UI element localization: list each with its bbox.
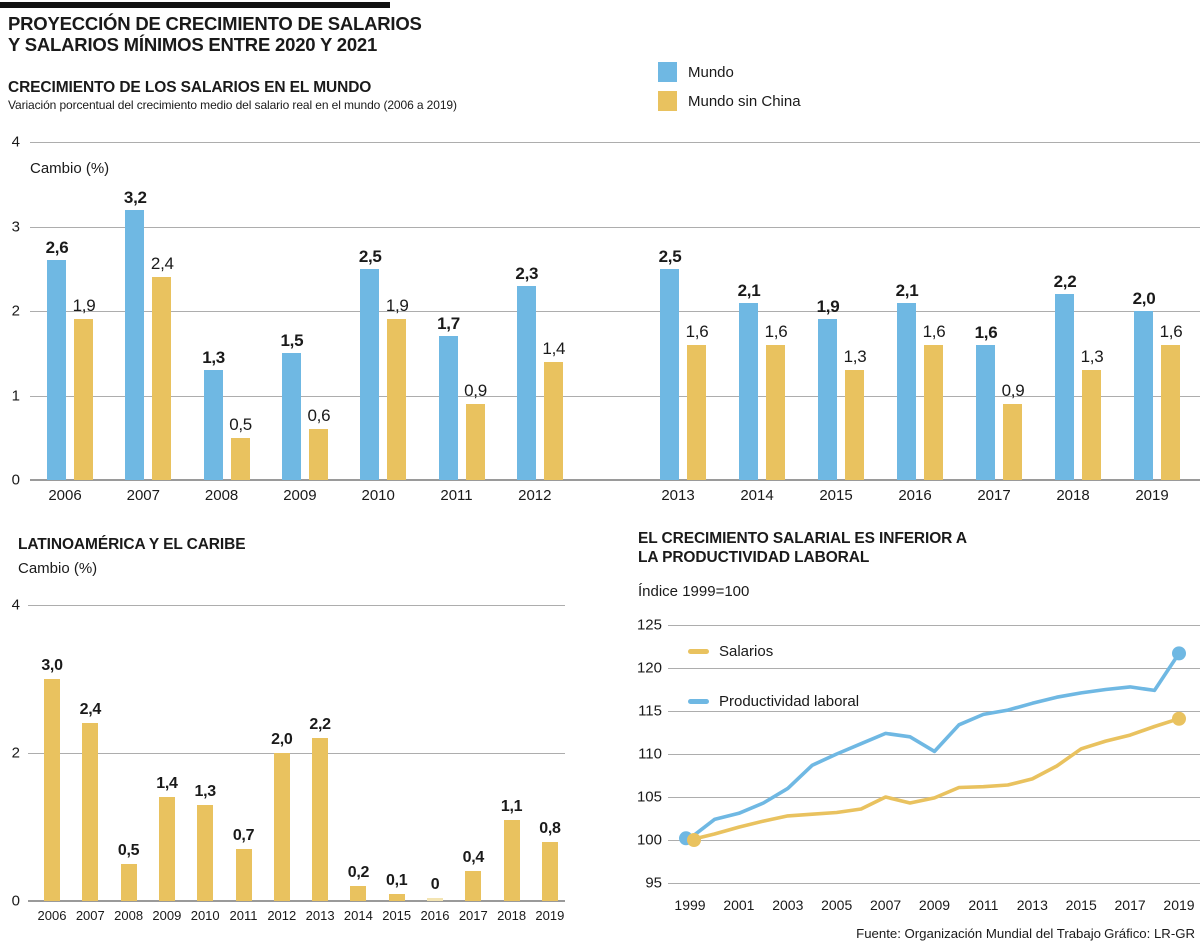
x-axis-tick-label: 2017: [977, 487, 1011, 504]
legend-item-productividad: [688, 691, 859, 711]
footer-credit: Gráfico: LR-GR: [1104, 926, 1195, 941]
bar-value-label: 2,2: [1053, 272, 1077, 292]
x-axis-tick-label: 2015: [1065, 897, 1097, 913]
gridline: [28, 900, 565, 902]
bar-latam: [542, 842, 558, 901]
legend-label-mundo: Mundo: [688, 63, 734, 81]
world-chart-ylabel: Cambio (%): [30, 160, 110, 177]
bar-value-label: 1,9: [385, 296, 409, 316]
y-axis-tick-label: 0: [11, 892, 20, 910]
bar-value-label: 1,7: [437, 314, 460, 334]
bar-value-label: 1,6: [974, 322, 998, 342]
page-title: [8, 13, 422, 55]
x-axis-tick-label: 2015: [819, 487, 853, 504]
x-axis-tick-label: 2006: [37, 908, 67, 923]
x-axis-tick-label: 2013: [305, 908, 335, 923]
x-axis-tick-label: 2016: [898, 487, 932, 504]
bar-mundo-sin-china: [1003, 404, 1022, 480]
bar-value-label: 1,3: [1080, 347, 1104, 367]
x-axis-tick-label: 2007: [126, 487, 160, 504]
world-chart-title: CRECIMIENTO DE LOS SALARIOS EN EL MUNDO: [8, 79, 372, 96]
x-axis-tick-label: 2016: [420, 908, 450, 923]
bar-mundo-sin-china: [766, 345, 785, 480]
x-axis-tick-label: 2019: [1163, 897, 1195, 913]
bar-mundo-sin-china: [924, 345, 943, 480]
x-axis-tick-label: 2008: [204, 487, 239, 504]
bar-mundo: [517, 286, 536, 480]
bar-value-label: 2,3: [515, 263, 539, 283]
bar-value-label: 2,0: [1132, 289, 1156, 308]
bar-value-label: 1,9: [816, 297, 840, 317]
x-axis-tick-label: 2013: [1016, 897, 1048, 913]
salarios-line-swatch-icon: [688, 649, 709, 654]
x-axis-tick-label: 2009: [918, 897, 951, 913]
x-axis-tick-label: 2011: [968, 897, 999, 913]
legend-label-productividad: Productividad laboral: [719, 692, 860, 710]
x-axis-tick-label: 2007: [75, 908, 105, 923]
bar-mundo: [1055, 294, 1074, 480]
bar-latam: [82, 723, 98, 901]
bar-value-label: 0,7: [232, 827, 255, 845]
x-axis-tick-label: 2019: [1135, 487, 1169, 504]
y-axis-tick-label: 2: [11, 744, 20, 762]
x-axis-tick-label: 2001: [723, 897, 755, 913]
x-axis-tick-label: 2014: [740, 487, 774, 504]
bar-value-label: 1,4: [156, 775, 178, 793]
x-axis-tick-label: 2019: [535, 908, 565, 923]
bar-mundo: [125, 210, 144, 480]
bar-value-label: 2,2: [309, 716, 331, 734]
bar-mundo-sin-china: [466, 404, 485, 480]
bar-value-label: 0,5: [229, 414, 252, 434]
gridline: [668, 668, 1200, 669]
bar-mundo: [660, 269, 679, 480]
x-axis-tick-label: 2010: [361, 487, 395, 504]
bar-value-label: 1,4: [542, 338, 566, 358]
gridline: [668, 754, 1200, 755]
legend-item-salarios: [688, 641, 859, 661]
y-axis-tick-label: 100: [636, 831, 662, 849]
bar-value-label: 1,3: [194, 782, 216, 800]
gridline: [668, 711, 1200, 712]
bar-latam: [427, 898, 443, 901]
bar-value-label: 2,4: [79, 701, 101, 719]
bar-mundo-sin-china: [309, 429, 328, 480]
y-axis-tick-label: 3: [11, 218, 20, 235]
bar-latam: [44, 679, 60, 901]
gridline: [30, 227, 1200, 228]
bar-latam: [312, 738, 328, 901]
bar-value-label: 0: [430, 876, 440, 893]
bar-value-label: 0,9: [464, 380, 487, 400]
bar-mundo-sin-china: [845, 370, 864, 480]
bar-value-label: 1,9: [72, 296, 96, 316]
legend-item-mundo-sin-china: [658, 91, 801, 111]
bar-value-label: 0,5: [117, 842, 140, 859]
bar-value-label: 3,2: [123, 187, 147, 207]
latam-chart-title: LATINOAMÉRICA Y EL CARIBE: [18, 536, 246, 553]
productividad-line-swatch-icon: [688, 699, 709, 704]
bar-value-label: 1,1: [500, 797, 523, 815]
y-axis-tick-label: 4: [11, 133, 20, 151]
world-chart-legend: [658, 62, 801, 120]
bar-latam: [504, 820, 520, 901]
bar-mundo-sin-china: [74, 319, 93, 480]
y-axis-tick-label: 1: [11, 387, 20, 404]
bar-latam: [274, 753, 290, 901]
mundo-swatch-icon: [658, 62, 677, 82]
gridline: [30, 311, 1200, 312]
gridline: [30, 142, 1200, 143]
x-axis-tick-label: 1999: [674, 897, 706, 913]
bar-value-label: 1,3: [202, 348, 225, 368]
bar-value-label: 3,0: [41, 657, 63, 674]
page-title-line1: PROYECCIÓN DE CRECIMIENTO DE SALARIOS: [8, 13, 422, 34]
bar-value-label: 1,6: [764, 321, 788, 341]
productivity-chart-title-line2: LA PRODUCTIVIDAD LABORAL: [638, 549, 870, 566]
x-axis-tick-label: 2014: [343, 908, 373, 923]
bar-latam: [350, 886, 366, 901]
bar-mundo: [47, 260, 66, 480]
productivity-chart-legend: [688, 641, 859, 741]
mundo-sin-china-swatch-icon: [658, 91, 677, 111]
x-axis-tick-label: 2017: [1114, 897, 1146, 913]
bar-value-label: 0,9: [1001, 380, 1025, 400]
bar-value-label: 0,1: [386, 871, 408, 889]
x-axis-tick-label: 2007: [870, 897, 902, 913]
bar-latam: [121, 864, 137, 901]
bar-mundo: [439, 336, 458, 480]
page-title-line2: Y SALARIOS MÍNIMOS ENTRE 2020 Y 2021: [8, 34, 378, 55]
footer-source: Fuente: Organización Mundial del Trabajo: [856, 926, 1101, 941]
bar-value-label: 0,2: [347, 864, 370, 882]
latam-chart-ylabel: Cambio (%): [18, 560, 98, 577]
x-axis-tick-label: 2018: [497, 908, 527, 923]
line-endpoint-dot: [679, 831, 693, 845]
productivity-chart-title-line1: EL CRECIMIENTO SALARIAL ES INFERIOR A: [638, 530, 968, 547]
bar-latam: [236, 849, 252, 901]
bar-value-label: 1,6: [1159, 321, 1183, 341]
bar-mundo-sin-china: [1161, 345, 1180, 480]
x-axis-tick-label: 2009: [152, 908, 182, 923]
bar-mundo-sin-china: [544, 362, 563, 480]
y-axis-tick-label: 4: [11, 596, 20, 614]
legend-label-mundo-sin-china: Mundo sin China: [688, 92, 801, 110]
y-axis-tick-label: 120: [636, 659, 662, 677]
x-axis-tick-label: 2006: [48, 487, 82, 504]
x-axis-tick-label: 2011: [229, 908, 258, 923]
bar-mundo-sin-china: [387, 319, 406, 480]
bar-latam: [389, 894, 405, 901]
legend-label-salarios: Salarios: [719, 642, 774, 660]
bar-value-label: 1,3: [843, 347, 867, 367]
bar-value-label: 2,0: [271, 731, 293, 748]
y-axis-tick-label: 95: [645, 874, 662, 892]
x-axis-tick-label: 2005: [821, 897, 853, 913]
y-axis-tick-label: 110: [638, 745, 662, 763]
x-axis-tick-label: 2017: [458, 908, 488, 923]
productivity-chart-title: [638, 529, 967, 567]
bar-mundo-sin-china: [1082, 370, 1101, 480]
bar-value-label: 0,4: [462, 849, 484, 867]
bar-value-label: 2,4: [150, 254, 174, 274]
y-axis-tick-label: 2: [11, 302, 20, 320]
line-endpoint-dot: [1172, 646, 1186, 660]
x-axis-tick-label: 2008: [114, 908, 144, 923]
x-axis-tick-label: 2010: [190, 908, 220, 923]
legend-item-mundo: [658, 62, 801, 82]
x-axis-tick-label: 2011: [440, 487, 473, 504]
x-axis-tick-label: 2013: [661, 487, 695, 504]
gridline: [668, 840, 1200, 841]
bar-latam: [465, 871, 481, 901]
bar-mundo-sin-china: [231, 438, 250, 480]
productivity-chart-subtitle: Índice 1999=100: [638, 583, 750, 600]
bar-latam: [197, 805, 213, 901]
bar-value-label: 2,1: [737, 280, 761, 300]
x-axis-tick-label: 2015: [382, 908, 412, 923]
y-axis-tick-label: 0: [11, 471, 20, 489]
gridline: [668, 883, 1200, 884]
world-chart-subtitle: Variación porcentual del crecimiento medio del salario real en el mundo (2006 a 2019): [8, 98, 457, 112]
y-axis-tick-label: 105: [636, 788, 662, 806]
bar-mundo-sin-china: [687, 345, 706, 480]
x-axis-tick-label: 2012: [518, 487, 552, 504]
bar-value-label: 1,6: [685, 321, 709, 341]
bar-value-label: 2,1: [895, 280, 919, 300]
x-axis-tick-label: 2009: [283, 487, 317, 504]
gridline: [668, 797, 1200, 798]
y-axis-tick-label: 115: [638, 702, 662, 720]
y-axis-tick-label: 125: [636, 616, 662, 634]
line-endpoint-dot: [1172, 712, 1186, 726]
bar-value-label: 0,6: [307, 406, 331, 426]
bar-mundo: [818, 319, 837, 480]
x-axis-tick-label: 2003: [772, 897, 804, 913]
bar-mundo: [976, 345, 995, 480]
gridline: [28, 753, 565, 754]
x-axis-tick-label: 2018: [1056, 487, 1090, 504]
gridline: [28, 605, 565, 606]
header-rule: [0, 2, 390, 8]
bar-value-label: 0,8: [539, 819, 561, 837]
bar-value-label: 2,6: [45, 238, 69, 258]
bar-value-label: 1,5: [280, 331, 304, 351]
bar-value-label: 2,5: [658, 246, 682, 266]
bar-latam: [159, 797, 175, 901]
bar-value-label: 1,6: [922, 321, 946, 341]
gridline: [668, 625, 1200, 626]
bar-mundo-sin-china: [152, 277, 171, 480]
bar-value-label: 2,5: [358, 246, 382, 266]
x-axis-tick-label: 2012: [267, 908, 297, 923]
